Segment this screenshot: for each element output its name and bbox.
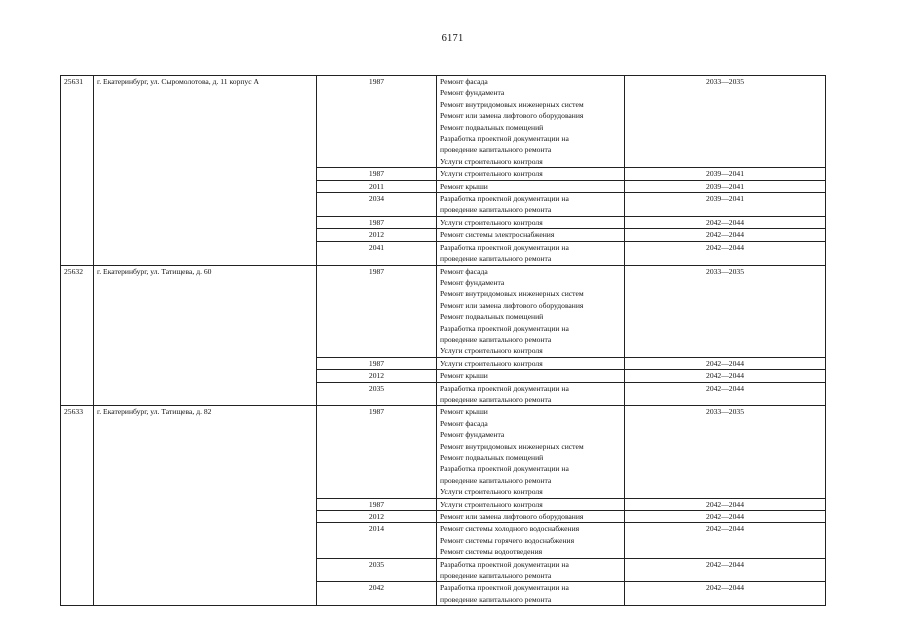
works-cell	[437, 582, 625, 606]
year-cell: 1987	[317, 168, 437, 180]
work-item: Ремонт фасада	[440, 266, 488, 276]
period-cell: 2042—2044	[625, 558, 826, 582]
work-item: Ремонт системы горячего водоснабжения	[440, 535, 575, 545]
work-item: Ремонт внутридомовых инженерных систем	[440, 441, 584, 451]
works-cell	[437, 558, 625, 582]
work-item: Ремонт или замена лифтового оборудования	[440, 111, 584, 121]
work-item: Услуги строительного контроля	[440, 487, 543, 497]
work-item: Ремонт внутридомовых инженерных систем	[440, 99, 584, 109]
work-item: Услуги строительного контроля	[440, 346, 543, 356]
work-item: Ремонт подвальных помещений	[440, 453, 544, 462]
work-item: Ремонт крыши	[440, 181, 488, 191]
work-item: Разработка проектной документации на	[440, 134, 569, 144]
year-cell: 2034	[317, 193, 437, 217]
work-item: Услуги строительного контроля	[440, 169, 543, 179]
work-item: Ремонт подвальных помещений	[440, 122, 544, 132]
work-item: Разработка проектной документации на	[440, 383, 569, 393]
building-id: 25633	[61, 406, 94, 606]
period-cell: 2042—2044	[625, 498, 826, 510]
works-cell	[437, 406, 625, 498]
works-cell	[437, 357, 625, 369]
works-cell	[437, 76, 625, 168]
year-cell: 1987	[317, 498, 437, 510]
period-cell: 2042—2044	[625, 370, 826, 382]
period-cell: 2042—2044	[625, 357, 826, 369]
works-cell	[437, 498, 625, 510]
works-cell	[437, 229, 625, 241]
work-item: Ремонт крыши	[440, 407, 488, 417]
works-cell	[437, 241, 625, 265]
work-item: проведение капитального ремонта	[440, 205, 552, 215]
work-item: Услуги строительного контроля	[440, 499, 543, 509]
works-cell	[437, 216, 625, 228]
work-item: Ремонт крыши	[440, 371, 488, 381]
work-item: проведение капитального ремонта	[440, 334, 552, 344]
period-cell: 2042—2044	[625, 241, 826, 265]
year-cell: 1987	[317, 76, 437, 168]
table-row	[61, 406, 826, 498]
year-cell: 1987	[317, 406, 437, 498]
work-item: Ремонт фундамента	[440, 88, 505, 98]
page-number: 6171	[441, 33, 464, 44]
period-cell: 2039—2041	[625, 168, 826, 180]
period-cell: 2033—2035	[625, 265, 826, 357]
year-cell: 2041	[317, 241, 437, 265]
year-cell: 2012	[317, 229, 437, 241]
work-item: Услуги строительного контроля	[440, 156, 543, 166]
period-cell: 2042—2044	[625, 229, 826, 241]
work-item: Ремонт системы холодного водоснабжения	[440, 524, 580, 534]
work-item: Разработка проектной документации на	[440, 583, 569, 593]
work-item: проведение капитального ремонта	[440, 571, 552, 581]
work-item: проведение капитального ремонта	[440, 254, 552, 264]
repair-schedule-table	[60, 75, 826, 606]
table-body	[61, 76, 826, 606]
building-address: г. Екатеринбург, ул. Татищева, д. 60	[94, 265, 317, 406]
year-cell: 2012	[317, 511, 437, 523]
work-item: Ремонт внутридомовых инженерных систем	[440, 289, 584, 299]
table-row	[61, 76, 826, 168]
work-item: проведение капитального ремонта	[440, 594, 552, 604]
works-cell	[437, 193, 625, 217]
year-cell: 2035	[317, 382, 437, 406]
work-item: Ремонт системы водоотведения	[440, 547, 543, 557]
works-cell	[437, 180, 625, 192]
period-cell: 2042—2044	[625, 523, 826, 558]
work-item: Услуги строительного контроля	[440, 217, 543, 227]
work-item: проведение капитального ремонта	[440, 145, 552, 155]
period-cell: 2042—2044	[625, 511, 826, 523]
year-cell: 1987	[317, 357, 437, 369]
year-cell: 2011	[317, 180, 437, 192]
work-item: Разработка проектной документации на	[440, 323, 569, 333]
work-item: Ремонт системы электроснабжения	[440, 230, 555, 240]
works-cell	[437, 168, 625, 180]
work-item: Разработка проектной документации на	[440, 242, 569, 252]
work-item: Разработка проектной документации на	[440, 559, 569, 569]
work-item: Ремонт или замена лифтового оборудования	[440, 300, 584, 310]
works-cell	[437, 370, 625, 382]
work-item: Ремонт подвальных помещений	[440, 312, 544, 322]
year-cell: 2012	[317, 370, 437, 382]
table-row	[61, 265, 826, 357]
works-cell	[437, 382, 625, 406]
work-item: проведение капитального ремонта	[440, 394, 552, 404]
work-item: Услуги строительного контроля	[440, 358, 543, 368]
work-item: Разработка проектной документации на	[440, 194, 569, 204]
work-item: проведение капитального ремонта	[440, 475, 552, 485]
building-address: г. Екатеринбург, ул. Татищева, д. 82	[94, 406, 317, 606]
works-cell	[437, 265, 625, 357]
work-item: Ремонт фундамента	[440, 277, 505, 287]
works-cell	[437, 523, 625, 558]
building-id: 25631	[61, 76, 94, 266]
year-cell: 1987	[317, 216, 437, 228]
work-item: Ремонт или замена лифтового оборудования	[440, 512, 584, 522]
period-cell: 2039—2041	[625, 193, 826, 217]
period-cell: 2039—2041	[625, 180, 826, 192]
year-cell: 1987	[317, 265, 437, 357]
works-cell	[437, 511, 625, 523]
building-id: 25632	[61, 265, 94, 406]
building-address: г. Екатеринбург, ул. Сыромолотова, д. 11 корпус А	[94, 76, 317, 266]
period-cell: 2033—2035	[625, 76, 826, 168]
period-cell: 2033—2035	[625, 406, 826, 498]
year-cell: 2035	[317, 558, 437, 582]
work-item: Ремонт фасада	[440, 77, 488, 86]
year-cell: 2014	[317, 523, 437, 558]
work-item: Разработка проектной документации на	[440, 464, 569, 474]
period-cell: 2042—2044	[625, 582, 826, 606]
period-cell: 2042—2044	[625, 382, 826, 406]
work-item: Ремонт фундамента	[440, 430, 505, 440]
period-cell: 2042—2044	[625, 216, 826, 228]
work-item: Ремонт фасада	[440, 418, 488, 428]
year-cell: 2042	[317, 582, 437, 606]
